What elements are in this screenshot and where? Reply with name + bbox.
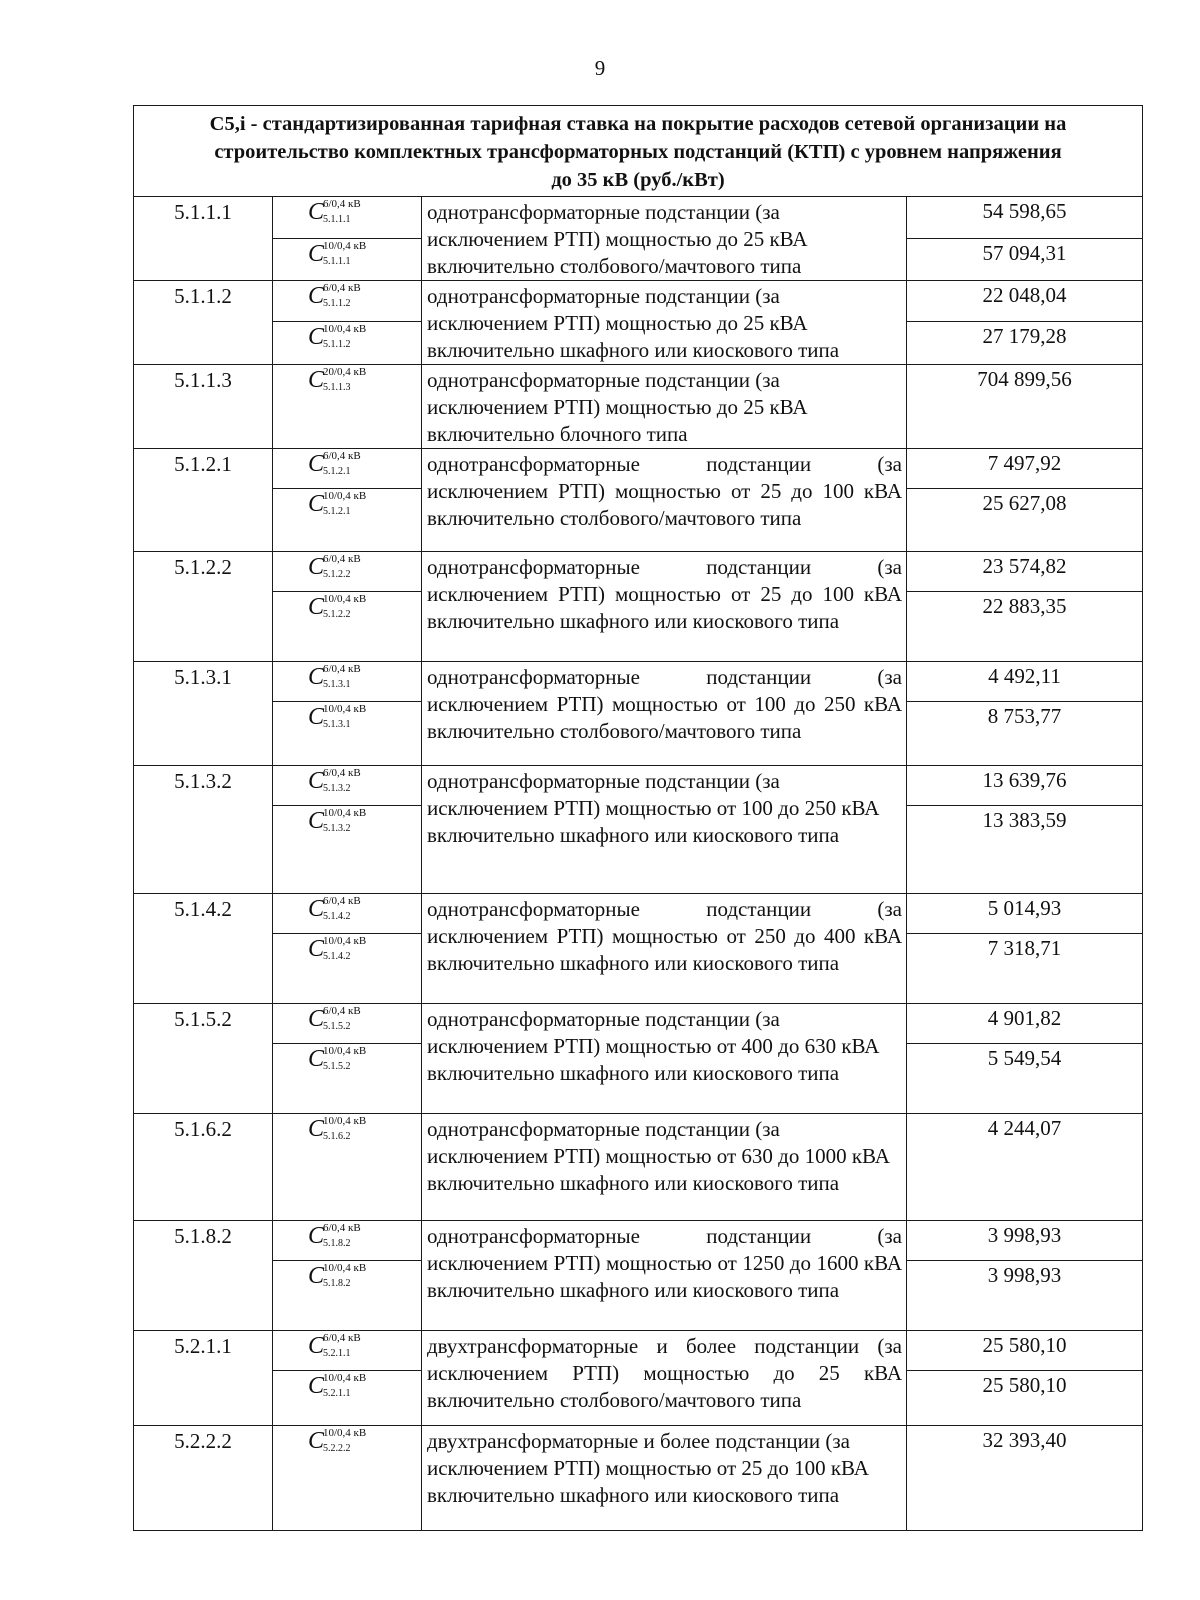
rate-symbol [306,1005,388,1038]
rate-symbol-voltage: 6/0,4 кВ [323,1222,361,1234]
rate-symbol [306,1427,388,1460]
rate-symbol-index: 5.2.1.1 [323,1348,351,1359]
row-code: 5.1.4.2 [134,894,273,1004]
rate-symbol-index: 5.1.5.2 [323,1021,351,1032]
rate-symbol-voltage: 6/0,4 кВ [323,895,361,907]
rate-value: 4 492,11 [907,662,1143,702]
table-row [134,449,1143,489]
header-line-2: строительство комплектных трансформаторных подстанций (КТП) с уровнем напряжения [214,141,1062,163]
rate-symbol-voltage: 10/0,4 кВ [323,935,367,947]
row-description: однотрансформаторные подстанции (за исключением РТП) мощностью от 1250 до 1600 кВА включительно шкафного или киоскового типа [422,1221,907,1331]
rate-symbol-index: 5.1.6.2 [323,1131,351,1142]
rate-value: 22 048,04 [907,281,1143,322]
rate-value: 13 639,76 [907,766,1143,806]
rate-symbol-voltage: 6/0,4 кВ [323,450,361,462]
rate-symbol-letter: C [308,1428,325,1454]
rate-value: 57 094,31 [907,239,1143,281]
row-description: двухтрансформаторные и более подстанции (за исключением РТП) мощностью до 25 кВА включительно столбового/мачтового типа [422,1331,907,1426]
tariff-table [133,105,1143,1531]
rate-symbol-letter: C [308,491,325,517]
rate-value: 5 014,93 [907,894,1143,934]
rate-symbol-voltage: 20/0,4 кВ [323,366,367,378]
rate-symbol-letter: C [308,594,325,620]
rate-symbol-cell [273,934,422,1004]
rate-symbol-letter: C [308,1006,325,1032]
page-number: 9 [594,56,606,80]
rate-symbol-voltage: 10/0,4 кВ [323,1045,367,1057]
rate-symbol-letter: C [308,1046,325,1072]
row-code: 5.1.2.2 [134,552,273,662]
table-row [134,1114,1143,1221]
rate-symbol [306,553,388,586]
row-code: 5.1.5.2 [134,1004,273,1114]
rate-symbol-letter: C [308,1223,325,1249]
rate-symbol-index: 5.1.2.1 [323,466,351,477]
rate-symbol [306,1115,388,1148]
row-code: 5.2.2.2 [134,1426,273,1531]
rate-symbol-cell [273,552,422,592]
row-code: 5.1.1.3 [134,365,273,449]
table-row [134,894,1143,934]
rate-symbol-letter: C [308,808,325,834]
rate-symbol [306,593,388,626]
rate-symbol-letter: C [308,451,325,477]
rate-symbol [306,490,388,523]
rate-symbol-index: 5.1.5.2 [323,1061,351,1072]
rate-symbol-index: 5.1.1.1 [323,214,351,225]
rate-symbol-cell [273,321,422,364]
rate-symbol [306,1332,388,1365]
rate-symbol-letter: C [308,1333,325,1359]
rate-symbol-voltage: 10/0,4 кВ [323,322,367,335]
rate-symbol-voltage: 6/0,4 кВ [323,553,361,565]
rate-symbol-voltage: 10/0,4 кВ [323,1372,367,1384]
row-description: однотрансформаторные подстанции (за исключением РТП) мощностью от 25 до 100 кВА включительно шкафного или киоскового типа [422,552,907,662]
rate-value: 5 549,54 [907,1044,1143,1114]
rate-symbol-index: 5.1.3.1 [323,679,351,690]
rate-symbol [306,366,388,399]
rate-symbol [306,1045,388,1078]
rate-symbol-letter: C [308,896,325,922]
rate-value: 704 899,56 [907,365,1143,449]
rate-symbol [306,198,388,231]
table-row [134,1221,1143,1261]
rate-symbol-cell [273,1114,422,1221]
rate-symbol-cell [273,449,422,489]
rate-value: 3 998,93 [907,1261,1143,1331]
rate-value: 25 580,10 [907,1371,1143,1426]
rate-symbol-letter: C [308,1373,325,1399]
rate-symbol-voltage: 10/0,4 кВ [323,1427,367,1439]
rate-symbol-index: 5.1.2.2 [323,569,351,580]
row-description: однотрансформаторные подстанции (за исключением РТП) мощностью до 25 кВА включительно столбового/мачтового типа [422,197,907,281]
table-header-row [134,106,1143,197]
row-description: однотрансформаторные подстанции (за исключением РТП) мощностью от 250 до 400 кВА включительно шкафного или киоскового типа [422,894,907,1004]
rate-value: 7 497,92 [907,449,1143,489]
row-code: 5.1.2.1 [134,449,273,552]
rate-symbol [306,935,388,968]
rate-symbol-voltage: 10/0,4 кВ [323,1262,367,1274]
rate-symbol-index: 5.1.3.2 [323,823,351,834]
rate-symbol-letter: C [308,241,325,267]
rate-symbol-letter: C [308,367,325,393]
rate-symbol-letter: C [308,283,325,309]
row-description: однотрансформаторные подстанции (за исключением РТП) мощностью от 25 до 100 кВА включительно столбового/мачтового типа [422,449,907,552]
rate-symbol-cell [273,806,422,894]
table-row [134,1004,1143,1044]
rate-symbol-cell [273,1004,422,1044]
rate-symbol-letter: C [308,936,325,962]
rate-symbol-voltage: 6/0,4 кВ [323,198,361,210]
rate-symbol [306,450,388,483]
header-line-3: до 35 кВ (руб./кВт) [551,169,725,191]
row-description: однотрансформаторные подстанции (за исключением РТП) мощностью до 25 кВА включительно шкафного или киоскового типа [422,281,907,365]
row-description: однотрансформаторные подстанции (за исключением РТП) мощностью от 400 до 630 кВА включительно шкафного или киоскового типа [422,1004,907,1114]
table-row [134,662,1143,702]
rate-symbol-cell [273,592,422,662]
rate-value: 25 627,08 [907,489,1143,552]
rate-symbol-cell [273,662,422,702]
rate-symbol-voltage: 10/0,4 кВ [323,1115,367,1127]
rate-symbol-voltage: 6/0,4 кВ [323,1005,361,1017]
header-line-1: С5,i - стандартизированная тарифная ставка на покрытие расходов сетевой организации на [209,113,1067,135]
rate-symbol-cell [273,894,422,934]
row-description: однотрансформаторные подстанции (за исключением РТП) мощностью от 100 до 250 кВА включительно столбового/мачтового типа [422,662,907,766]
rate-symbol-cell [273,766,422,806]
rate-symbol-index: 5.1.8.2 [323,1278,351,1289]
rate-symbol [306,663,388,696]
rate-symbol-index: 5.1.1.2 [323,338,351,350]
rate-symbol-index: 5.1.2.1 [323,506,351,517]
rate-symbol-cell [273,1044,422,1114]
rate-symbol-voltage: 10/0,4 кВ [323,593,367,605]
row-code: 5.1.3.2 [134,766,273,894]
rate-symbol-index: 5.2.1.1 [323,1388,351,1399]
rate-value: 54 598,65 [907,197,1143,239]
rate-symbol-letter: C [308,323,325,350]
rate-symbol-cell [273,365,422,449]
rate-value: 3 998,93 [907,1221,1143,1261]
rate-value: 4 901,82 [907,1004,1143,1044]
row-code: 5.1.1.1 [134,197,273,281]
rate-symbol-index: 5.2.2.2 [323,1443,351,1454]
row-code: 5.2.1.1 [134,1331,273,1426]
rate-symbol-cell [273,1221,422,1261]
rate-symbol [306,282,388,315]
rate-symbol-index: 5.1.1.1 [323,256,351,267]
rate-symbol [306,1372,388,1405]
rate-symbol-voltage: 6/0,4 кВ [323,282,361,294]
row-description: однотрансформаторные подстанции (за исключением РТП) мощностью от 100 до 250 кВА включительно шкафного или киоскового типа [422,766,907,894]
rate-symbol-voltage: 6/0,4 кВ [323,767,361,779]
rate-symbol-letter: C [308,664,325,690]
rate-symbol-index: 5.1.4.2 [323,911,351,922]
rate-symbol [306,703,388,736]
rate-value: 32 393,40 [907,1426,1143,1531]
rate-symbol [306,1262,388,1295]
rate-symbol-index: 5.1.8.2 [323,1238,351,1249]
rate-symbol-letter: C [308,554,325,580]
rate-value: 23 574,82 [907,552,1143,592]
rate-symbol-cell [273,489,422,552]
rate-symbol-voltage: 10/0,4 кВ [323,490,367,502]
table-row [134,197,1143,239]
rate-symbol-cell [273,702,422,766]
row-code: 5.1.6.2 [134,1114,273,1221]
rate-symbol [306,1222,388,1255]
rate-symbol [306,323,388,356]
rate-value: 7 318,71 [907,934,1143,1004]
rate-symbol-letter: C [308,199,325,225]
rate-symbol-voltage: 10/0,4 кВ [323,807,367,819]
rate-value: 25 580,10 [907,1331,1143,1371]
rate-symbol-index: 5.1.1.2 [323,298,351,309]
row-description: однотрансформаторные подстанции (за исключением РТП) мощностью от 630 до 1000 кВА включительно шкафного или киоскового типа [422,1114,907,1221]
rate-value: 4 244,07 [907,1114,1143,1221]
rate-symbol-cell [273,1426,422,1531]
rate-symbol-cell [273,281,422,322]
table-row [134,552,1143,592]
rate-symbol-letter: C [308,1116,325,1142]
table-header [134,106,1143,197]
row-description: двухтрансформаторные и более подстанции (за исключением РТП) мощностью от 25 до 100 кВА включительно шкафного или киоскового типа [422,1426,907,1531]
table-row [134,365,1143,449]
row-code: 5.1.3.1 [134,662,273,766]
rate-value: 8 753,77 [907,702,1143,766]
rate-symbol-index: 5.1.1.3 [323,382,351,393]
rate-symbol-letter: C [308,704,325,730]
rate-symbol-index: 5.1.3.1 [323,719,351,730]
table-row [134,281,1143,322]
rate-value: 22 883,35 [907,592,1143,662]
table-row [134,766,1143,806]
rate-symbol-voltage: 10/0,4 кВ [323,240,367,252]
rate-symbol-cell [273,1331,422,1371]
rate-symbol-voltage: 6/0,4 кВ [323,663,361,675]
rate-value: 13 383,59 [907,806,1143,894]
row-description: однотрансформаторные подстанции (за исключением РТП) мощностью до 25 кВА включительно блочного типа [422,365,907,449]
rate-symbol-index: 5.1.3.2 [323,783,351,794]
rate-value: 27 179,28 [907,321,1143,364]
rate-symbol [306,767,388,800]
rate-symbol-index: 5.1.2.2 [323,609,351,620]
table-row [134,1426,1143,1531]
rate-symbol-letter: C [308,768,325,794]
rate-symbol [306,895,388,928]
row-code: 5.1.1.2 [134,281,273,365]
rate-symbol [306,240,388,273]
table-row [134,1331,1143,1371]
rate-symbol-cell [273,197,422,239]
rate-symbol [306,807,388,840]
rate-symbol-letter: C [308,1263,325,1289]
rate-symbol-cell [273,1261,422,1331]
rate-symbol-cell [273,1371,422,1426]
row-code: 5.1.8.2 [134,1221,273,1331]
rate-symbol-voltage: 6/0,4 кВ [323,1332,361,1344]
rate-symbol-cell [273,239,422,281]
rate-symbol-index: 5.1.4.2 [323,951,351,962]
rate-symbol-voltage: 10/0,4 кВ [323,703,367,715]
